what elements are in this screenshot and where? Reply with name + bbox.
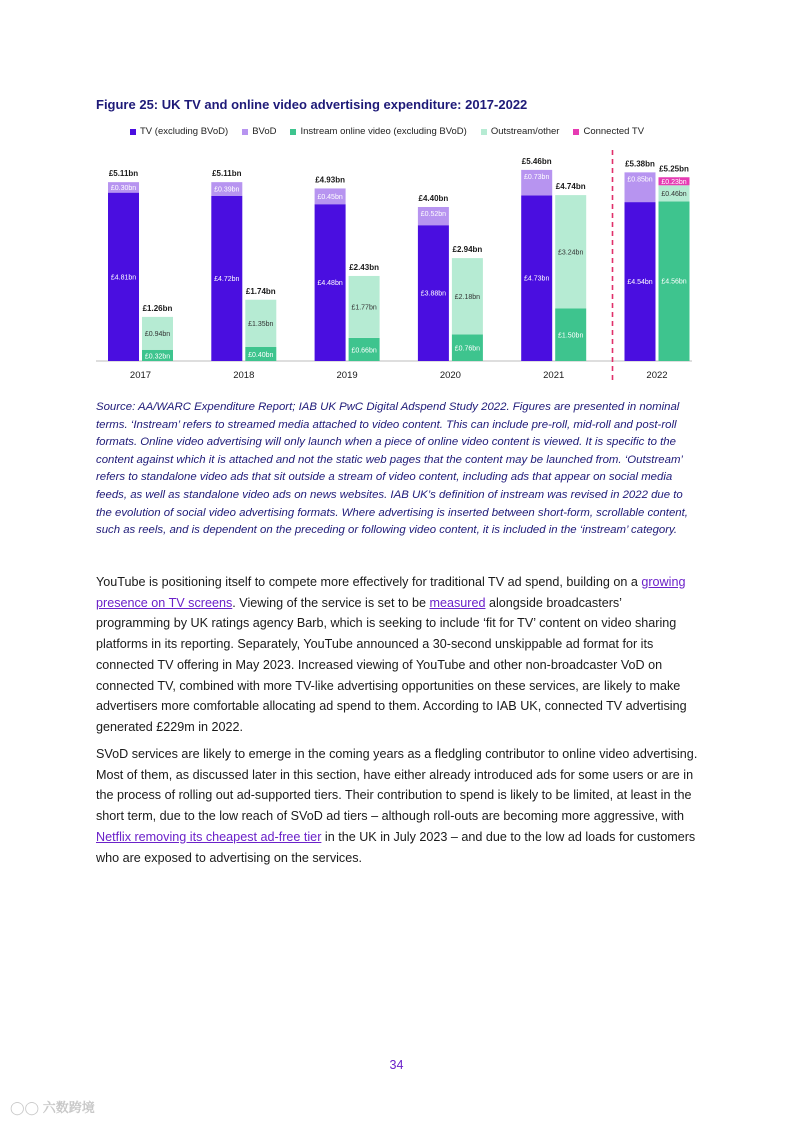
para2-text-2: in the UK in July 2023 – and due to the low ad loads for customers who are exposed to advertising on the services. (96, 829, 696, 865)
bar-label-2018-tv_bar-0: £4.72bn (214, 275, 240, 283)
source-note: Source: AA/WARC Expenditure Report; IAB UK PwC Digital Adspend Study 2022. Figures are presented in nominal terms. ‘Instream’ refers to streamed media attached to video content. This can include pre-roll, mid-roll and post-roll formats. Online video advertising will only launch when a piece of online video content is viewed. It is specific to the content against which it is attached and not the static web pages that the content may be launched from. ‘Outstream’ refers to standalone video ads that sit outside a stream of video content, including ads that appear on social media feeds, as well as standalone video ads on news websites. IAB UK’s definition of instream was revised in 2022 due to the evolution of social video advertising formats. Where advertising is inserted between short-form, scrollable content, such as reels, and is dependent on the preceding or following video content, it is included in the ‘instream’ category. (96, 401, 688, 537)
total-label-2020-tv_bar: £4.40bn (418, 194, 449, 203)
bar-label-2022-online_bar-1: £0.46bn (661, 190, 687, 198)
bar-label-2022-online_bar-0: £4.56bn (661, 278, 687, 286)
bar-label-2017-tv_bar-1: £0.30bn (110, 184, 137, 192)
link-growing-presence[interactable]: growing presence on TV screens (96, 575, 686, 610)
total-label-2019-online_bar: £2.43bn (349, 262, 379, 272)
x-tick-2021: 2021 (543, 370, 565, 381)
legend-item-tv (130, 126, 228, 137)
link-measured[interactable]: measured (429, 595, 486, 610)
bar-label-2018-tv_bar-1: £0.39bn (214, 186, 240, 194)
legend-label-bvod: BVoD (252, 126, 277, 137)
legend-swatch-outstream (481, 129, 487, 135)
x-tick-2018: 2018 (233, 370, 255, 381)
legend-item-instream (290, 126, 466, 137)
x-tick-2019: 2019 (336, 370, 358, 381)
stacked-bar-chart (96, 140, 696, 390)
bar-label-2019-tv_bar-1: £0.45bn (317, 193, 343, 201)
body-paragraph-youtube (96, 572, 698, 738)
x-tick-2020: 2020 (439, 370, 461, 381)
legend-item-connected-tv (573, 126, 644, 137)
total-label-2018-tv_bar: £5.11bn (212, 169, 242, 179)
para2-text-1: SVoD services are likely to emerge in the coming years as a fledgling contributor to online video advertising. Most of them, as discussed later in this section, have either already introduced ads for some users or are in the process of rolling out ad-supported tiers. Their contribution to spend is likely to be limited, at least in the short term, due to the low reach of SVoD ad tiers – although roll-outs are becoming more aggressive, with (96, 747, 698, 824)
legend-swatch-bvod (242, 129, 248, 135)
page-number: 34 (389, 1058, 404, 1072)
legend-swatch-instream (290, 129, 296, 135)
x-tick-2022: 2022 (646, 370, 668, 381)
bar-label-2020-online_bar-0: £0.76bn (454, 345, 481, 353)
bar-label-2018-online_bar-0: £0.40bn (248, 352, 274, 359)
bar-label-2019-tv_bar-0: £4.48bn (317, 280, 343, 288)
total-label-2021-online_bar: £4.74bn (555, 182, 586, 192)
total-label-2022-online_bar: £5.25bn (659, 164, 689, 174)
bar-label-2019-online_bar-1: £1.77bn (351, 304, 377, 312)
bar-label-2021-online_bar-1: £3.24bn (558, 249, 584, 257)
legend-item-bvod (242, 126, 276, 137)
legend-item-outstream (481, 126, 560, 137)
bar-label-2020-tv_bar-0: £3.88bn (420, 290, 447, 298)
legend-label-tv: TV (excluding BVoD) (140, 126, 229, 137)
bar-label-2021-online_bar-0: £1.50bn (558, 332, 584, 340)
body-paragraph-svod (96, 744, 698, 868)
link-netflix-ad-free-tier[interactable]: Netflix removing its cheapest ad-free tier (96, 829, 322, 844)
bar-label-2020-tv_bar-1: £0.52bn (420, 211, 447, 218)
bar-label-2020-online_bar-1: £2.18bn (454, 293, 481, 301)
para1-text-2: . Viewing of the service is set to be (232, 595, 430, 610)
bar-label-2017-tv_bar-0: £4.81bn (110, 274, 137, 282)
legend-label-connected-tv: Connected TV (583, 126, 645, 137)
legend-label-instream: Instream online video (excluding BVoD) (300, 126, 467, 137)
legend-swatch-connected-tv (573, 129, 579, 135)
legend-label-outstream: Outstream/other (490, 126, 560, 137)
total-label-2018-online_bar: £1.74bn (245, 286, 276, 296)
bar-label-2022-online_bar-2: £0.23bn (661, 178, 687, 186)
total-label-2022-tv_bar: £5.38bn (625, 159, 655, 169)
x-tick-2017: 2017 (129, 370, 152, 381)
total-label-2017-online_bar: £1.26bn (142, 303, 173, 313)
legend-swatch-tv (130, 129, 136, 135)
bar-label-2022-tv_bar-1: £0.85bn (627, 176, 653, 184)
total-label-2021-tv_bar: £5.46bn (521, 156, 552, 166)
bar-label-2021-tv_bar-0: £4.73bn (524, 275, 550, 283)
chart-legend (130, 126, 644, 137)
total-label-2019-tv_bar: £4.93bn (315, 175, 345, 185)
bar-label-2021-tv_bar-1: £0.73bn (524, 173, 550, 181)
figure-title: Figure 25: UK TV and online video advertising expenditure: 2017-2022 (96, 97, 528, 112)
watermark-logo: ◯◯ 六数跨境 (10, 1100, 95, 1115)
bar-label-2022-tv_bar-0: £4.54bn (627, 279, 653, 287)
total-label-2017-tv_bar: £5.11bn (108, 169, 139, 179)
bar-label-2019-online_bar-0: £0.66bn (351, 347, 377, 355)
bar-label-2018-online_bar-1: £1.35bn (248, 320, 274, 328)
bar-label-2017-online_bar-1: £0.94bn (144, 330, 171, 338)
para1-text-1: YouTube is positioning itself to compete more effectively for traditional TV ad spend, building on a (96, 575, 642, 589)
bar-label-2017-online_bar-0: £0.32bn (144, 353, 171, 361)
total-label-2020-online_bar: £2.94bn (452, 245, 483, 255)
para1-text-3: alongside broadcasters’ programming by UK ratings agency Barb, which is seeking to include ‘fit for TV’ content on video sharing platforms in its reporting. Separately, YouTube announced a 30-second unskippable ad format for its connected TV offering in May 2023. Increased viewing of YouTube and other non-broadcaster VoD on connected TV, combined with more TV-like advertising opportunities on these services, are likely to make advertisers more comfortable allocating ad spend to them. According to IAB UK, connected TV advertising generated £229m in 2022. (96, 595, 687, 734)
